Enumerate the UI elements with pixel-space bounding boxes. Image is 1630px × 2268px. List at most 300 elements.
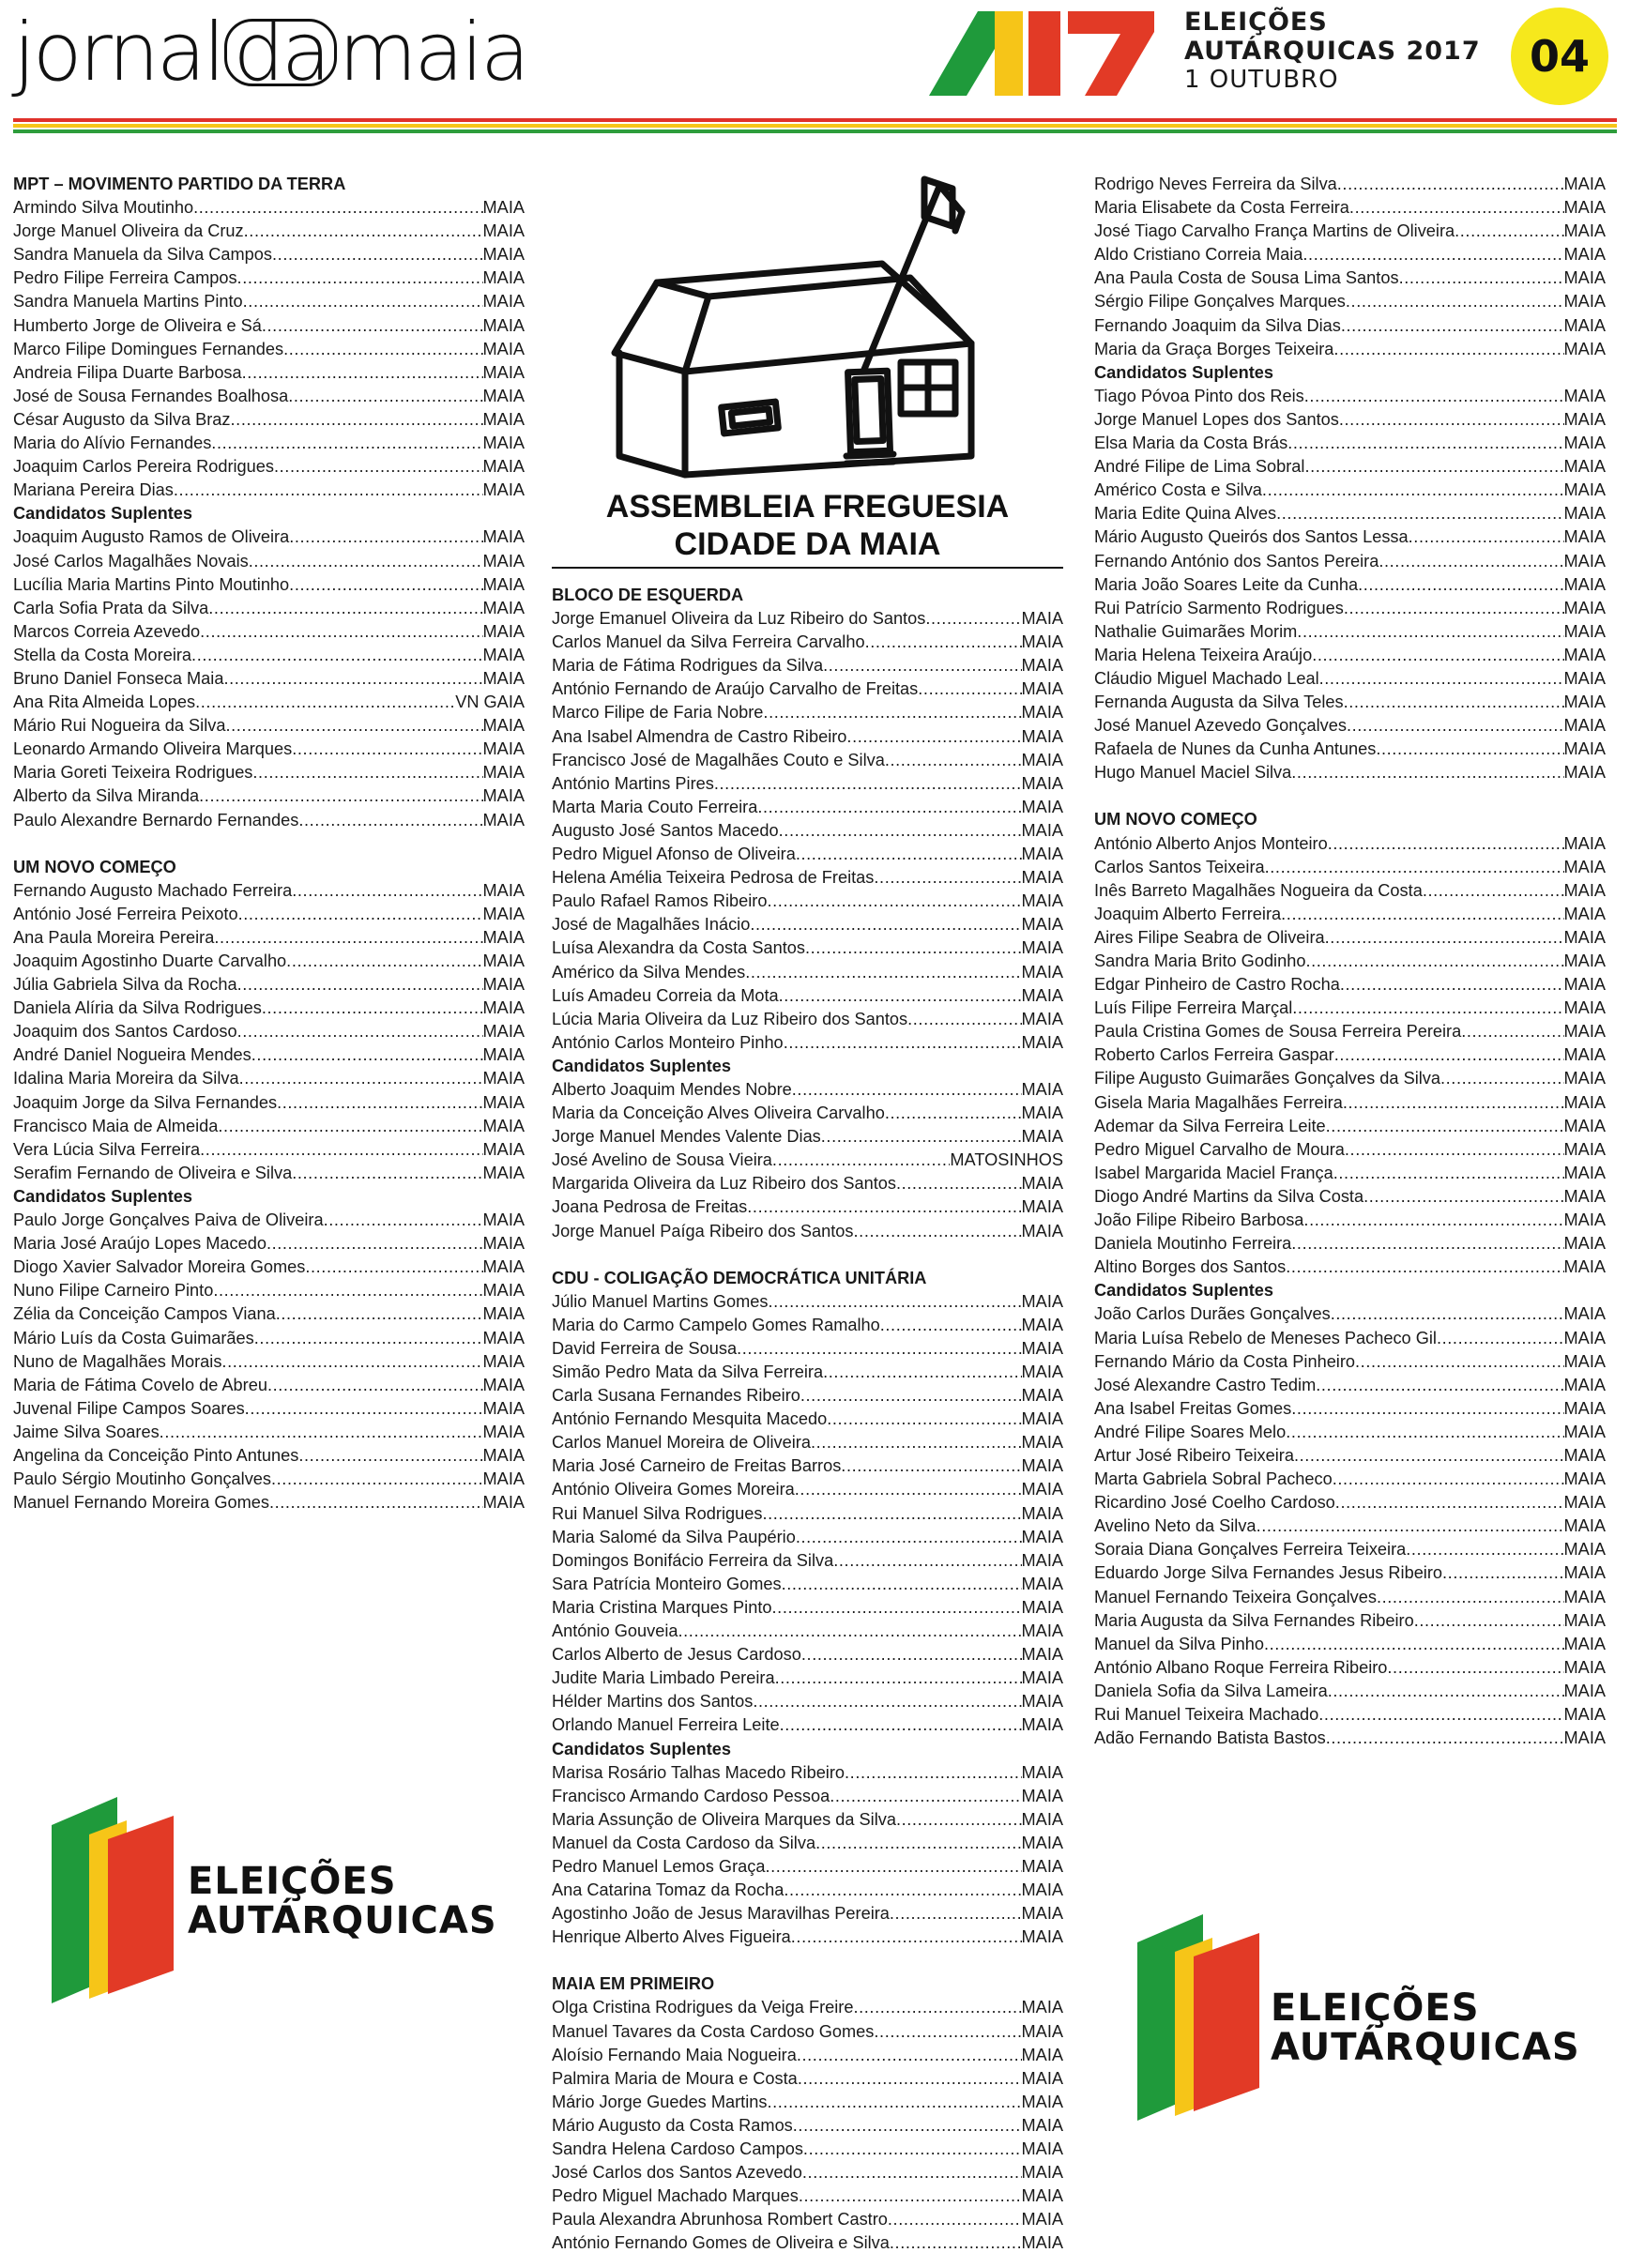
- candidate-locality: MAIA: [1021, 1597, 1063, 1617]
- candidate-locality: MAIA: [482, 1163, 525, 1182]
- candidate-row: [552, 843, 1063, 866]
- dot-leader: [223, 667, 482, 691]
- candidate-name: Maria do Carmo Campelo Gomes Ramalho: [552, 1315, 880, 1334]
- dot-leader: [298, 1444, 482, 1468]
- candidate-name: Sérgio Filipe Gonçalves Marques: [1094, 292, 1346, 312]
- candidate-locality: MAIA: [1563, 1092, 1606, 1112]
- dot-leader: [1387, 1656, 1563, 1680]
- candidate-row: [1094, 950, 1606, 973]
- candidate-locality: MAIA: [482, 1116, 525, 1135]
- dot-leader: [269, 1491, 483, 1515]
- candidate-name: Ana Isabel Freitas Gomes: [1094, 1398, 1292, 1418]
- candidate-name: Pedro Miguel Afonso de Oliveira: [552, 845, 796, 864]
- candidate-locality: MAIA: [1563, 409, 1606, 429]
- candidate-row: [552, 1502, 1063, 1526]
- candidate-row: [13, 1091, 525, 1115]
- candidate-locality: MAIA: [1563, 880, 1606, 900]
- candidate-row: [1094, 1185, 1606, 1209]
- candidate-name: Joaquim Jorge da Silva Fernandes: [13, 1092, 278, 1112]
- eleicoes-autarquicas-logo-left: ELEIÇÕES AUTÁRQUICAS: [52, 1797, 540, 2041]
- candidate-name: Paulo Alexandre Bernardo Fernandes: [13, 810, 299, 830]
- candidate-name: Helena Amélia Teixeira Pedrosa de Freitas: [552, 868, 875, 888]
- candidate-row: [1094, 1350, 1606, 1374]
- candidate-locality: MAIA: [482, 1281, 525, 1301]
- candidate-row: [552, 1102, 1063, 1125]
- candidate-name: Luís Filipe Ferreira Marçal: [1094, 998, 1293, 1018]
- candidate-locality: MAIA: [482, 951, 525, 970]
- candidate-row: [13, 455, 525, 479]
- candidate-locality: MAIA: [482, 1304, 525, 1324]
- candidate-locality: MAIA: [1021, 773, 1063, 793]
- candidate-row: [1094, 644, 1606, 667]
- candidate-row: [552, 1879, 1063, 1902]
- dot-leader: [896, 1808, 1022, 1832]
- candidate-row: [1094, 1209, 1606, 1232]
- candidate-row: [1094, 1302, 1606, 1326]
- candidate-row: [552, 819, 1063, 843]
- candidate-row: [13, 243, 525, 266]
- candidate-name: Marcos Correia Azevedo: [13, 621, 201, 641]
- candidate-row: [552, 961, 1063, 984]
- candidate-row: [552, 2067, 1063, 2091]
- candidate-row: [1094, 1232, 1606, 1256]
- dot-leader: [292, 1162, 482, 1185]
- candidate-locality: MAIA: [1563, 668, 1606, 688]
- candidate-locality: MAIA: [1563, 1516, 1606, 1536]
- dot-leader: [288, 385, 482, 408]
- candidate-name: Mário Augusto Queirós dos Santos Lessa: [1094, 527, 1409, 547]
- candidate-row: [552, 654, 1063, 677]
- dot-leader: [865, 631, 1022, 654]
- dot-leader: [1328, 832, 1564, 856]
- dot-leader: [289, 525, 482, 549]
- candidate-name: Paulo Rafael Ramos Ribeiro: [552, 891, 768, 911]
- candidate-row: [13, 290, 525, 313]
- eleicoes-flag-icon: [1137, 1914, 1259, 2130]
- candidate-row: [1094, 1586, 1606, 1609]
- candidate-row: [13, 525, 525, 549]
- candidate-row: [1094, 1043, 1606, 1067]
- candidate-name: Américo da Silva Mendes: [552, 962, 746, 982]
- candidate-name: Orlando Manuel Ferreira Leite: [552, 1715, 780, 1735]
- candidate-row: [1094, 432, 1606, 455]
- dot-leader: [1326, 1115, 1564, 1138]
- candidate-row: [1094, 1703, 1606, 1727]
- candidate-row: [13, 1232, 525, 1256]
- dot-leader: [1292, 997, 1563, 1020]
- candidate-row: [13, 809, 525, 832]
- candidate-locality: MAIA: [482, 268, 525, 288]
- candidate-locality: MAIA: [1021, 2115, 1063, 2135]
- candidate-name: Alberto da Silva Miranda: [13, 786, 200, 806]
- candidate-row: [1094, 691, 1606, 714]
- candidate-name: Mário Luís da Costa Guimarães: [13, 1328, 254, 1347]
- list-heading: UM NOVO COMEÇO: [13, 857, 176, 876]
- candidate-row: [552, 1620, 1063, 1643]
- dot-leader: [757, 796, 1021, 819]
- candidate-locality: MAIA: [482, 1422, 525, 1441]
- dot-leader: [1333, 1162, 1564, 1185]
- candidate-locality: MAIA: [1021, 797, 1063, 816]
- dot-leader: [767, 2091, 1021, 2114]
- candidate-row: [1094, 479, 1606, 502]
- candidate-name: Stella da Costa Moreira: [13, 645, 192, 664]
- candidate-locality: MAIA: [1563, 833, 1606, 853]
- candidate-locality: MAIA: [1021, 1197, 1063, 1217]
- candidate-locality: MAIA: [1021, 1574, 1063, 1593]
- candidate-row: [552, 1785, 1063, 1808]
- dot-leader: [784, 1879, 1021, 1902]
- candidate-row: [552, 1008, 1063, 1031]
- dot-leader: [298, 809, 482, 832]
- candidate-name: Avelino Neto da Silva: [1094, 1516, 1257, 1536]
- candidate-name: Bruno Daniel Fonseca Maia: [13, 668, 224, 688]
- candidate-name: José Avelino de Sousa Vieira: [552, 1150, 772, 1170]
- candidate-row: [1094, 1162, 1606, 1185]
- candidate-name: Maria do Alívio Fernandes: [13, 434, 212, 453]
- candidate-locality: MAIA: [482, 527, 525, 547]
- candidate-locality: MAIA: [482, 645, 525, 664]
- candidate-name: Manuel Fernando Moreira Gomes: [13, 1493, 269, 1513]
- candidate-name: Francisco Maia de Almeida: [13, 1116, 219, 1135]
- candidate-locality: MAIA: [1563, 551, 1606, 571]
- dot-leader: [251, 1043, 483, 1067]
- dot-leader: [885, 1102, 1022, 1125]
- candidate-locality: MAIA: [1021, 2210, 1063, 2230]
- candidate-name: Carla Sofia Prata da Silva: [13, 598, 209, 617]
- candidate-locality: MAIA: [1563, 951, 1606, 970]
- dot-leader: [846, 725, 1021, 749]
- dot-leader: [271, 1468, 483, 1491]
- candidate-row: [13, 196, 525, 220]
- dot-leader: [874, 866, 1021, 890]
- candidate-name: Ana Isabel Almendra de Castro Ribeiro: [552, 726, 847, 746]
- candidate-locality: MAIA: [1021, 1362, 1063, 1381]
- candidate-locality: MAIA: [1021, 2186, 1063, 2206]
- candidate-name: Joaquim dos Santos Cardoso: [13, 1022, 237, 1042]
- candidate-locality: MAIA: [1563, 1375, 1606, 1394]
- candidate-name: José de Magalhães Inácio: [552, 915, 751, 935]
- dot-leader: [1331, 1302, 1564, 1326]
- candidate-row: [1094, 1444, 1606, 1468]
- candidate-row: [13, 220, 525, 243]
- candidate-locality: MAIA: [1563, 975, 1606, 995]
- candidate-row: [13, 550, 525, 573]
- dot-leader: [745, 961, 1021, 984]
- dot-leader: [714, 772, 1022, 796]
- dot-leader: [1409, 525, 1564, 549]
- candidate-row: [1094, 738, 1606, 761]
- dot-leader: [802, 2161, 1022, 2184]
- candidate-locality: MAIA: [1563, 386, 1606, 405]
- candidate-row: [13, 361, 525, 385]
- candidate-locality: MAIA: [1021, 1315, 1063, 1334]
- eleicoes-autarquicas-logo-right: ELEIÇÕES AUTÁRQUICAS: [1137, 1914, 1625, 2158]
- candidate-row: [13, 385, 525, 408]
- candidate-row: [13, 879, 525, 903]
- candidate-name: Nuno de Magalhães Morais: [13, 1351, 222, 1371]
- candidate-locality: MAIA: [482, 598, 525, 617]
- candidate-name: Manuel Tavares da Costa Cardoso Gomes: [552, 2021, 875, 2041]
- candidate-locality: MAIA: [1563, 434, 1606, 453]
- page-header: [0, 0, 1630, 155]
- candidate-locality: MAIA: [1563, 268, 1606, 288]
- candidate-row: [552, 1549, 1063, 1573]
- candidate-name: Maria Elisabete da Costa Ferreira: [1094, 198, 1349, 218]
- candidate-name: Altino Borges dos Santos: [1094, 1257, 1287, 1277]
- candidate-locality: MAIA: [1021, 1998, 1063, 2017]
- candidate-name: Armindo Silva Moutinho: [13, 198, 194, 218]
- dot-leader: [1340, 973, 1564, 997]
- candidate-locality: MAIA: [1021, 1009, 1063, 1028]
- candidate-locality: MAIA: [1563, 621, 1606, 641]
- candidate-locality: MAIA: [1563, 574, 1606, 594]
- candidate-name: Ana Catarina Tomaz da Rocha: [552, 1880, 785, 1900]
- dot-leader: [1337, 173, 1564, 196]
- candidate-locality: MAIA: [1021, 985, 1063, 1005]
- candidate-locality: MAIA: [1021, 1174, 1063, 1194]
- dot-leader: [803, 2138, 1022, 2161]
- candidate-name: António Alberto Anjos Monteiro: [1094, 833, 1328, 853]
- candidate-name: Joaquim Alberto Ferreira: [1094, 904, 1282, 923]
- candidate-locality: MAIA: [482, 927, 525, 947]
- candidate-name: Pedro Miguel Carvalho de Moura: [1094, 1139, 1345, 1159]
- candidate-locality: MAIA: [482, 457, 525, 477]
- candidate-name: Jorge Emanuel Oliveira da Luz Ribeiro do Santos: [552, 609, 926, 629]
- candidate-locality: MAIA: [1021, 2092, 1063, 2111]
- candidate-name: Serafim Fernando de Oliveira e Silva: [13, 1163, 293, 1182]
- candidate-locality: MAIA: [482, 1139, 525, 1159]
- dot-leader: [277, 1091, 482, 1115]
- candidate-locality: MAIA: [1563, 857, 1606, 876]
- candidate-locality: MAIA: [1563, 1657, 1606, 1677]
- dot-leader: [305, 1256, 482, 1279]
- dot-leader: [791, 1926, 1022, 1949]
- candidate-name: Paulo Sérgio Moutinho Gonçalves: [13, 1469, 271, 1489]
- candidate-locality: MAIA: [1021, 726, 1063, 746]
- candidate-row: [1094, 1397, 1606, 1421]
- dot-leader: [1262, 479, 1564, 502]
- candidate-row: [13, 784, 525, 808]
- candidate-locality: MAIA: [482, 292, 525, 312]
- candidate-locality: MAIA: [1563, 1116, 1606, 1135]
- candidate-row: [552, 725, 1063, 749]
- dot-leader: [208, 597, 482, 620]
- candidate-name: Jorge Manuel Lopes dos Santos: [1094, 409, 1339, 429]
- candidate-locality: MAIA: [482, 1022, 525, 1042]
- candidate-locality: MAIA: [1021, 2163, 1063, 2183]
- dot-leader: [1304, 385, 1564, 408]
- candidate-locality: MAIA: [482, 480, 525, 500]
- candidate-locality: MAIA: [1563, 1422, 1606, 1441]
- dot-leader: [1344, 691, 1564, 714]
- candidate-locality: MAIA: [1563, 763, 1606, 783]
- candidate-name: João Carlos Durães Gonçalves: [1094, 1304, 1331, 1324]
- dot-leader: [1316, 1374, 1563, 1397]
- dot-leader: [1318, 1703, 1563, 1727]
- candidate-row: [13, 1020, 525, 1043]
- candidate-locality: MAIA: [1021, 679, 1063, 699]
- candidate-row: [552, 1220, 1063, 1243]
- candidate-name: Aires Filipe Seabra de Oliveira: [1094, 927, 1325, 947]
- candidate-row: [1094, 550, 1606, 573]
- candidate-row: [552, 1454, 1063, 1478]
- candidate-row: [1094, 620, 1606, 644]
- candidate-locality: MAIA: [482, 198, 525, 218]
- candidate-locality: MAIA: [1563, 927, 1606, 947]
- candidate-name: Jaime Silva Soares: [13, 1422, 160, 1441]
- candidate-row: [552, 936, 1063, 960]
- candidate-locality: MAIA: [482, 1257, 525, 1277]
- dot-leader: [267, 1232, 483, 1256]
- candidate-locality: MAIA: [482, 880, 525, 900]
- candidate-locality: MAIA: [1563, 1610, 1606, 1630]
- candidate-locality: MAIA: [1021, 868, 1063, 888]
- candidate-name: Júlia Gabriela Silva da Rocha: [13, 975, 237, 995]
- dot-leader: [784, 1031, 1022, 1055]
- dot-leader: [1461, 1020, 1563, 1043]
- candidate-name: Américo Costa e Silva: [1094, 480, 1262, 500]
- candidate-locality: MAIA: [1563, 480, 1606, 500]
- dot-leader: [1276, 502, 1563, 525]
- candidate-locality: MAIA: [482, 315, 525, 335]
- candidate-name: Júlio Manuel Martins Gomes: [552, 1291, 769, 1311]
- candidate-row: [552, 1902, 1063, 1926]
- candidate-locality: MAIA: [1563, 598, 1606, 617]
- candidate-locality: MAIA: [1021, 1104, 1063, 1123]
- candidate-name: José Alexandre Castro Tedim: [1094, 1375, 1317, 1394]
- candidate-row: [13, 1256, 525, 1279]
- section-title: ASSEMBLEIA FREGUESIA CIDADE DA MAIA: [605, 489, 1010, 562]
- candidate-name: Maria Cristina Marques Pinto: [552, 1597, 772, 1617]
- candidate-row: [1094, 973, 1606, 997]
- candidate-row: [1094, 1256, 1606, 1279]
- dot-leader: [796, 1526, 1022, 1549]
- candidate-name: Carlos Santos Teixeira: [1094, 857, 1265, 876]
- candidate-locality: MAIA: [1563, 998, 1606, 1018]
- candidate-name: José Manuel Azevedo Gonçalves: [1094, 716, 1347, 736]
- candidate-locality: MAIA: [1021, 1221, 1063, 1241]
- candidate-row: [1094, 1374, 1606, 1397]
- election-title: ELEIÇÕES AUTÁRQUICAS 2017 1 OUTUBRO: [1184, 8, 1481, 94]
- candidate-name: Daniela Sofia da Silva Lameira: [1094, 1681, 1328, 1700]
- candidate-name: Sandra Helena Cardoso Campos: [552, 2139, 803, 2158]
- masthead-logo: jornal da maia: [13, 6, 527, 99]
- candidate-locality: MAIA: [1563, 1493, 1606, 1513]
- candidate-name: Eduardo Jorge Silva Fernandes Jesus Ribeiro: [1094, 1563, 1443, 1583]
- dot-leader: [1291, 1232, 1563, 1256]
- dot-leader: [800, 1384, 1022, 1408]
- dot-leader: [1344, 597, 1564, 620]
- dot-leader: [237, 1020, 483, 1043]
- candidate-name: Hélder Martins dos Santos: [552, 1692, 754, 1712]
- candidate-locality: MAIA: [1563, 1398, 1606, 1418]
- candidate-name: Vera Lúcia Silva Ferreira: [13, 1139, 201, 1159]
- candidate-name: Paulo Jorge Gonçalves Paiva de Oliveira: [13, 1210, 324, 1230]
- dot-leader: [214, 926, 482, 950]
- candidate-locality: MAIA: [482, 551, 525, 571]
- dot-leader: [200, 620, 482, 644]
- candidate-locality: MAIA: [1563, 1022, 1606, 1042]
- candidate-row: [13, 266, 525, 290]
- candidate-row: [1094, 1609, 1606, 1633]
- candidate-locality: MAIA: [1563, 1728, 1606, 1748]
- candidate-row: [1094, 1091, 1606, 1115]
- candidate-row: [1094, 1115, 1606, 1138]
- candidate-name: Diogo Xavier Salvador Moreira Gomes: [13, 1257, 306, 1277]
- candidate-row: [552, 796, 1063, 819]
- candidate-name: André Daniel Nogueira Mendes: [13, 1045, 251, 1065]
- dot-leader: [1333, 338, 1563, 361]
- candidate-name: Carla Susana Fernandes Ribeiro: [552, 1386, 800, 1406]
- dot-leader: [823, 1361, 1021, 1384]
- dot-leader: [1291, 1397, 1563, 1421]
- candidate-row: [552, 1832, 1063, 1855]
- candidate-locality: MAIA: [1021, 891, 1063, 911]
- dot-leader: [1291, 761, 1563, 784]
- dot-leader: [1363, 1185, 1563, 1209]
- candidate-name: Edgar Pinheiro de Castro Rocha: [1094, 975, 1340, 995]
- candidate-locality: MAIA: [1563, 1328, 1606, 1347]
- dot-leader: [1334, 1043, 1564, 1067]
- candidate-name: Sandra Manuela Martins Pinto: [13, 292, 243, 312]
- dot-leader: [762, 1502, 1021, 1526]
- candidate-row: [552, 749, 1063, 772]
- dot-leader: [262, 314, 483, 338]
- dot-leader: [765, 1855, 1021, 1879]
- candidate-name: Tiago Póvoa Pinto dos Reis: [1094, 386, 1304, 405]
- dot-leader: [797, 2044, 1022, 2067]
- dot-leader: [888, 2208, 1022, 2231]
- dot-leader: [793, 2114, 1022, 2138]
- candidate-locality: MAIA: [1563, 339, 1606, 358]
- candidate-locality: MAIA: [1563, 457, 1606, 477]
- candidate-name: Joaquim Augusto Ramos de Oliveira: [13, 527, 290, 547]
- column-left: [13, 173, 525, 1515]
- candidate-row: [552, 1761, 1063, 1785]
- candidate-name: Rui Manuel Silva Rodrigues: [552, 1503, 763, 1523]
- dot-leader: [779, 819, 1022, 843]
- candidate-row: [552, 1996, 1063, 2019]
- dot-leader: [772, 1596, 1022, 1620]
- candidate-locality: MAIA: [1563, 1234, 1606, 1254]
- candidate-locality: MAIA: [1021, 2139, 1063, 2158]
- candidate-locality: MAIA: [1021, 1409, 1063, 1429]
- candidate-locality: MAIA: [1021, 1856, 1063, 1876]
- candidate-name: André Filipe de Lima Sobral: [1094, 457, 1305, 477]
- candidate-locality: MAIA: [1021, 2233, 1063, 2253]
- candidate-row: [552, 1431, 1063, 1454]
- candidate-name: Aldo Cristiano Correia Maia: [1094, 245, 1303, 265]
- dot-leader: [798, 2067, 1022, 2091]
- dot-leader: [1286, 1256, 1563, 1279]
- candidate-row: [1094, 173, 1606, 196]
- candidate-row: [13, 408, 525, 432]
- candidate-row: [1094, 1421, 1606, 1444]
- candidate-row: [1094, 1680, 1606, 1703]
- dot-leader: [276, 1302, 483, 1326]
- candidate-locality: MAIA: [482, 1398, 525, 1418]
- candidate-name: Manuel da Costa Cardoso da Silva: [552, 1833, 816, 1852]
- candidate-locality: MAIA: [1021, 2021, 1063, 2041]
- candidate-name: Maria Augusta da Silva Fernandes Ribeiro: [1094, 1610, 1414, 1630]
- candidate-name: Sandra Maria Brito Godinho: [1094, 951, 1306, 970]
- candidate-locality: MAIA: [1563, 245, 1606, 265]
- dot-leader: [795, 1478, 1022, 1501]
- candidate-name: José Carlos Magalhães Novais: [13, 551, 249, 571]
- dot-leader: [221, 1350, 482, 1374]
- dot-leader: [1347, 714, 1564, 738]
